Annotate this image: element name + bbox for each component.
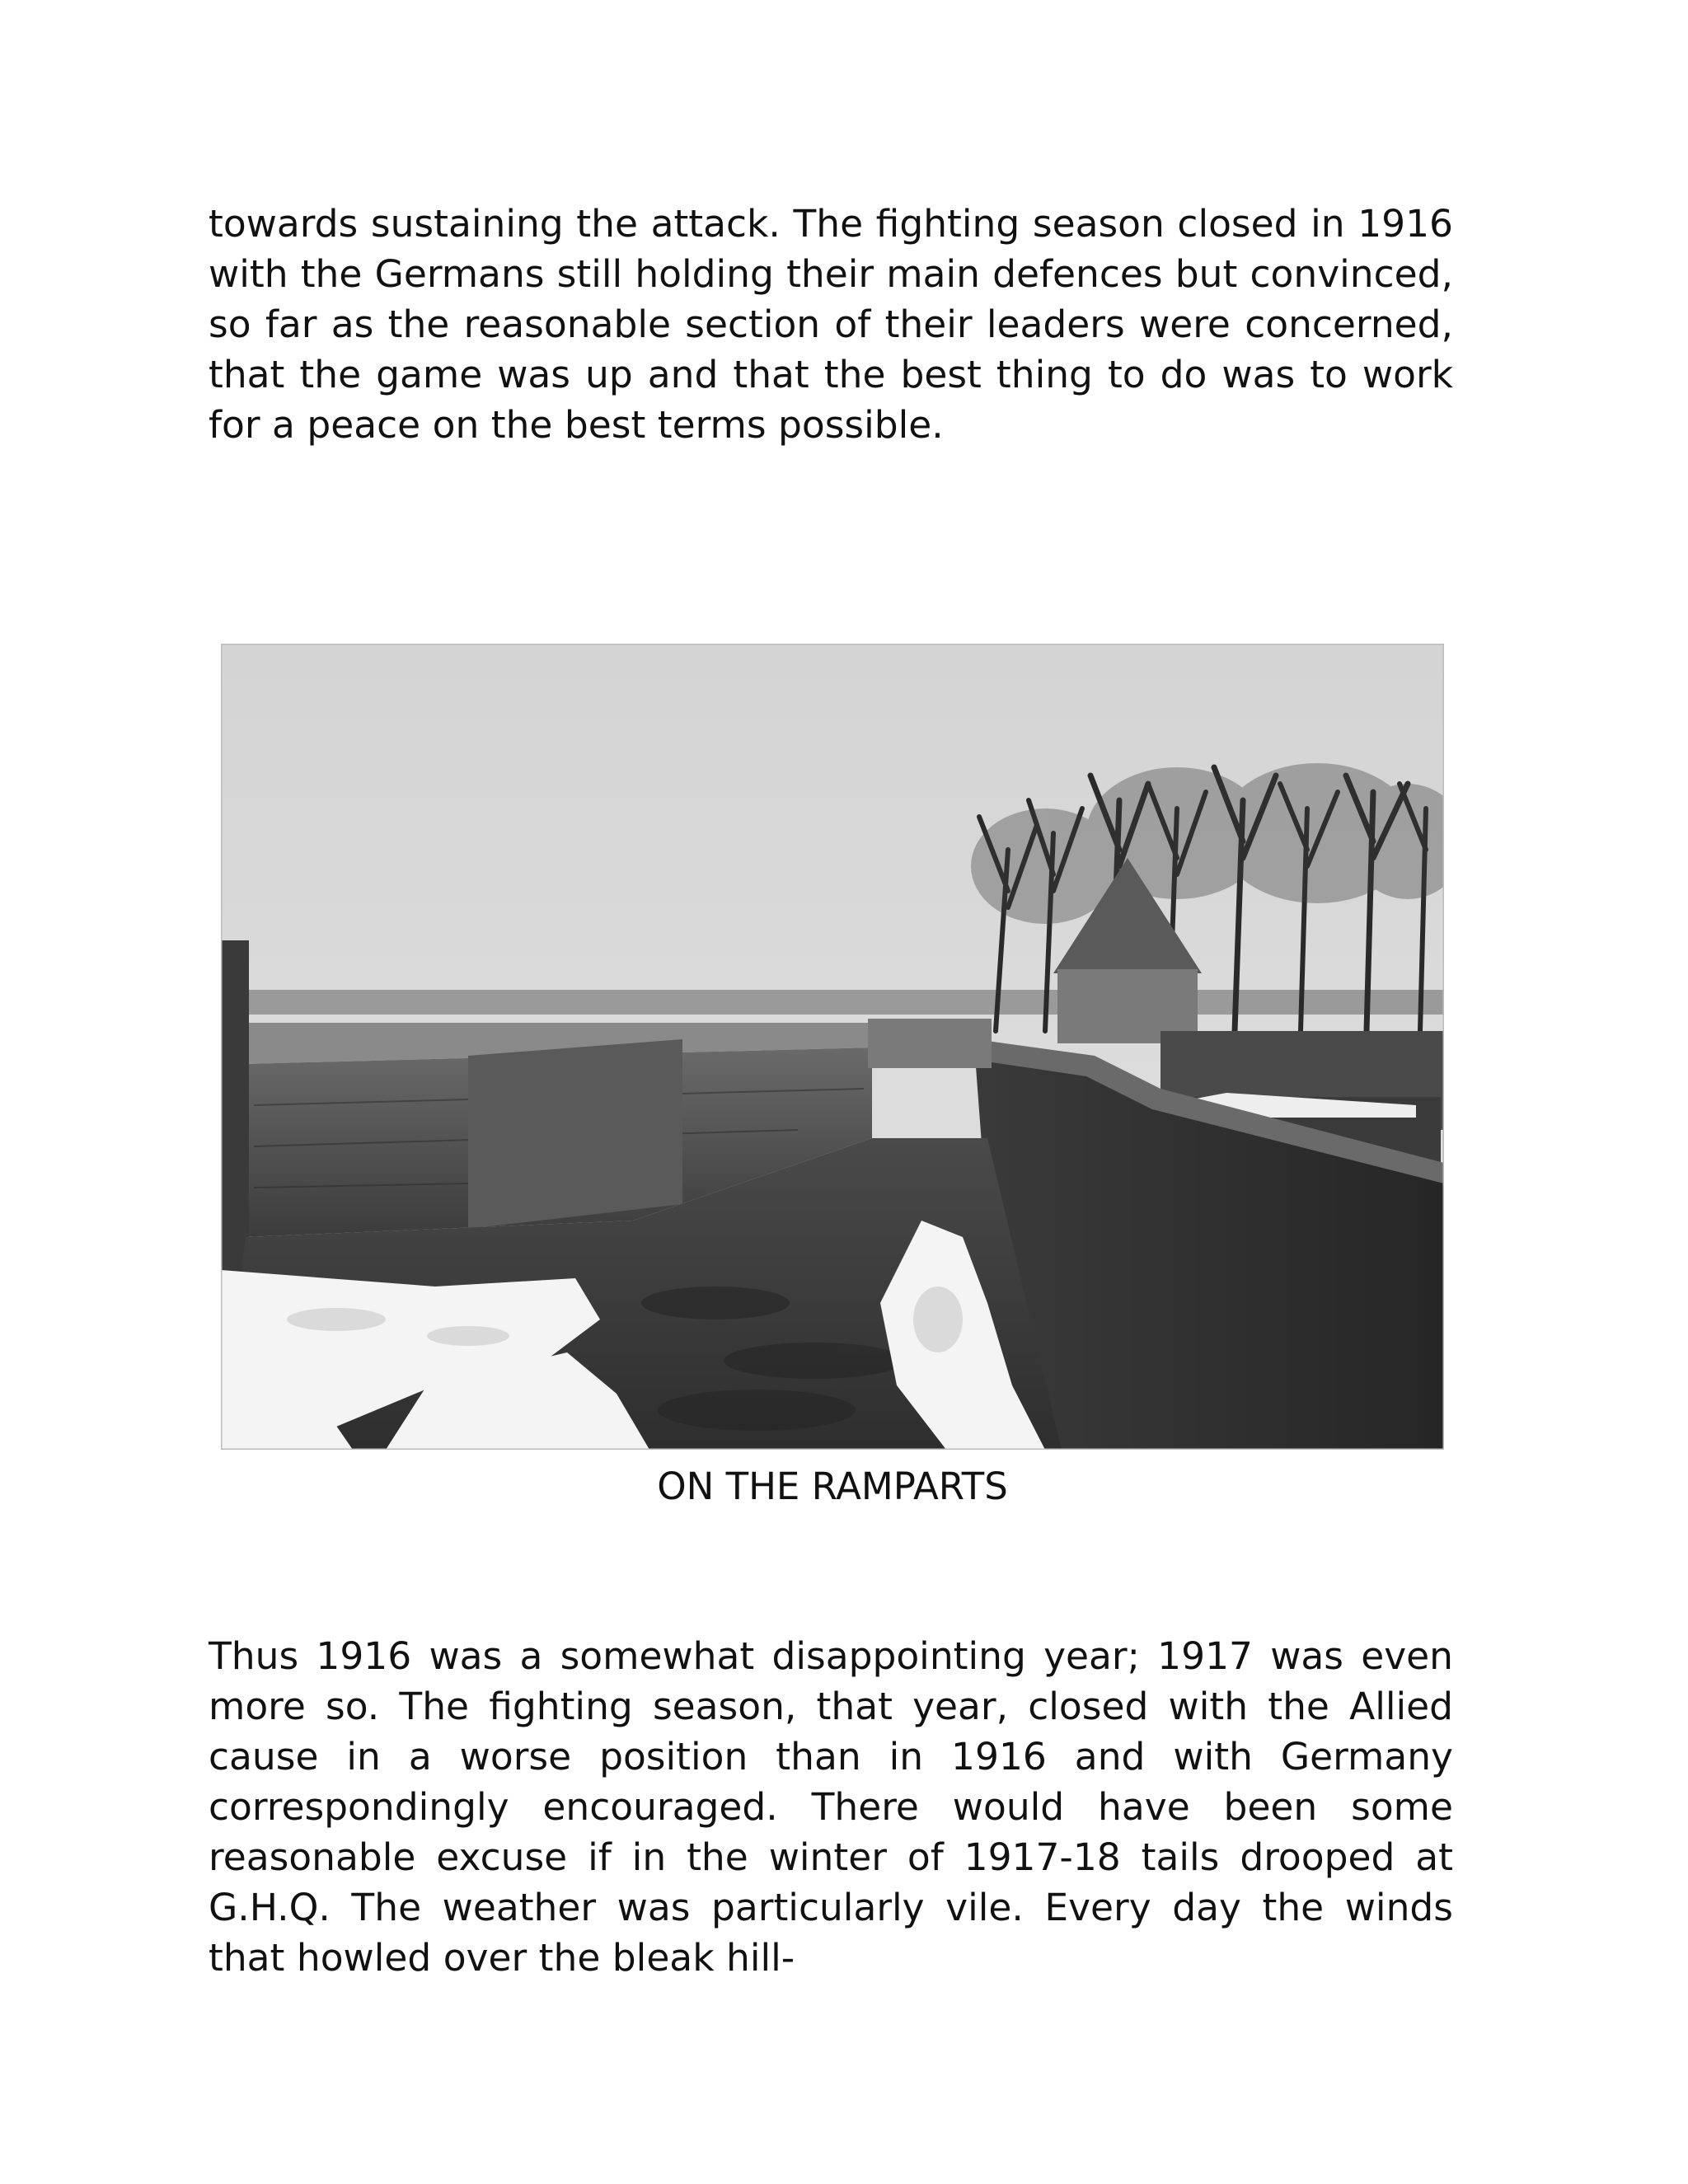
figure-caption: ON THE RAMPARTS xyxy=(657,1465,1008,1508)
body-paragraph-top: towards sustaining the attack. The fighting season closed in 1916 with the Germans still holding their main defences but convinced, so far as the reasonable section of their leaders were concerned, that the game was up and that the best thing to do was to work for a peace on the best terms possible. xyxy=(209,202,1453,447)
body-paragraph-bottom: Thus 1916 was a somewhat disappointing year; 1917 was even more so. The fighting season, that year, closed with the Allied cause in a worse position than in 1916 and with Germany correspondingly encouraged. There would have been some reasonable excuse if in the winter of 1917-18 tails drooped at G.H.Q. The weather was particularly vile. Every day the winds that howled over the bleak hill- xyxy=(209,1634,1453,1980)
ramparts-illustration xyxy=(221,644,1444,1450)
ramparts-photograph xyxy=(221,644,1444,1450)
